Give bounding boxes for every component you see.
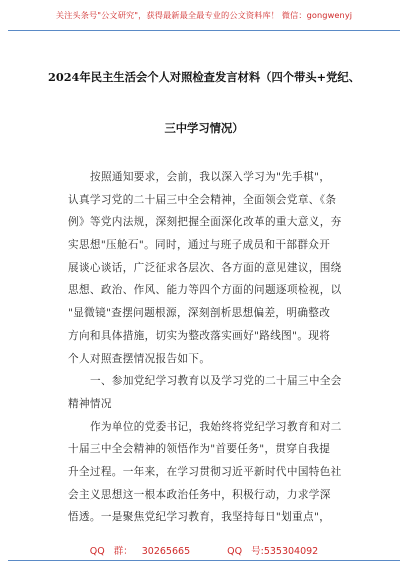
section-1-heading: 一、参加党纪学习教育以及学习党的二十届三中全会 [90,375,342,388]
footer-contact [0,543,408,557]
paragraph-2-line: 会主义思想这一根本政治任务中，积极行动，力求学深 [68,488,331,501]
document-body [68,166,352,529]
header-note: 关注头条号"公文研究"，获得最新最全最专业的公文资料库！ 微信：gongwenyj [55,10,353,20]
document-title-line-2: 三中学习情况） [164,121,244,135]
paragraph-2-line: 作为单位的党委书记，我始终将党纪学习教育和对二 [90,420,342,433]
footer-rule [8,560,400,561]
paragraph-1-line: 个人对照查摆情况报告如下。 [68,352,211,365]
footer-qq-group: QQ 群： 30265665 [89,546,191,557]
paragraph-1-line: 方向和具体措施，切实为整改落实画好"路线图"。现将 [68,329,331,342]
paragraph-1-line: 展谈心谈话，广泛征求各层次、各方面的意见建议，围绕 [68,261,342,274]
document-title-line-1: 2024年民主生活会个人对照检查发言材料（四个带头+党纪、 [47,70,361,84]
paragraph-1-line: 认真学习党的二十届三中全会精神，全面领会党章、《条 [68,193,337,206]
footer-qq-number: QQ 号:535304092 [227,546,319,557]
paragraph-1-line: 思想、政治、作风、能力等四个方面的问题逐项检视，以 [68,284,342,297]
section-1-heading: 精神情况 [68,397,112,410]
paragraph-2-line: 十届三中全会精神的领悟作为"首要任务"，贯穿自我提 [68,443,331,456]
paragraph-2-line: 升全过程。一年来，在学习贯彻习近平新时代中国特色社 [68,465,342,478]
paragraph-1-line: "显微镜"查摆问题根源，深刻剖析思想偏差，明确整改 [68,307,331,320]
paragraph-2-line: 悟透。一是聚焦党纪学习教育，我坚持每日"划重点"， [68,511,331,524]
paragraph-1-line: 例》等党内法规，深刻把握全面深化改革的重大意义，夯 [68,216,342,229]
paragraph-1-line: 实思想"压舱石"。同时，通过与班子成员和干部群众开 [68,239,331,252]
paragraph-1-line: 按照通知要求，会前，我以深入学习为"先手棋"， [90,171,331,183]
